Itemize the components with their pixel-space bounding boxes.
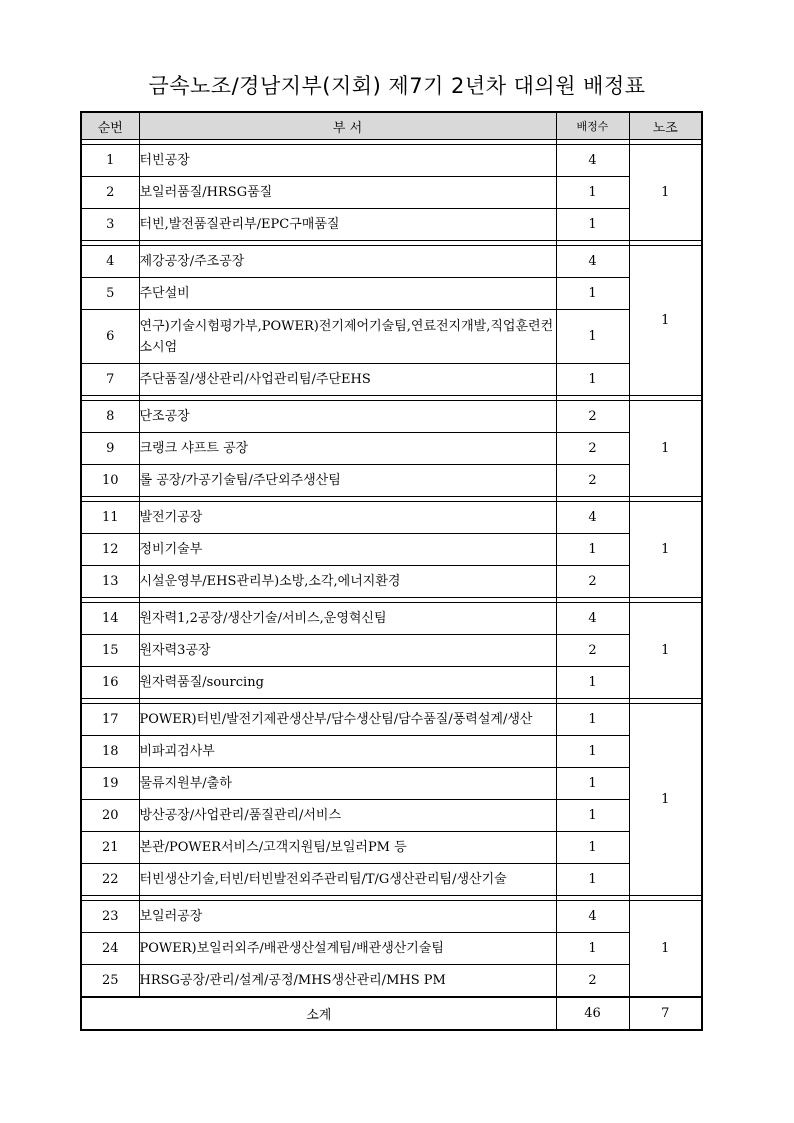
table-row bbox=[81, 736, 702, 768]
count-cell: 1 bbox=[556, 864, 629, 896]
table-row bbox=[81, 310, 702, 364]
table-row bbox=[81, 768, 702, 800]
dept-cell: 크랭크 샤프트 공장 bbox=[139, 433, 556, 465]
seq-cell: 25 bbox=[81, 965, 139, 998]
count-cell: 2 bbox=[556, 465, 629, 497]
union-cell: 1 bbox=[629, 603, 702, 699]
seq-cell: 14 bbox=[81, 603, 139, 635]
count-cell: 4 bbox=[556, 502, 629, 534]
union-cell: 1 bbox=[629, 901, 702, 998]
count-cell: 2 bbox=[556, 566, 629, 598]
table-body bbox=[81, 140, 702, 1031]
page-title: 금속노조/경남지부(지회) 제7기 2년차 대의원 배정표 bbox=[148, 74, 646, 98]
dept-cell: 정비기술부 bbox=[139, 534, 556, 566]
total-union: 7 bbox=[629, 997, 702, 1030]
union-cell: 1 bbox=[629, 502, 702, 598]
table-row bbox=[81, 800, 702, 832]
table-row bbox=[81, 832, 702, 864]
union-cell: 1 bbox=[629, 145, 702, 241]
header-union: 노조 bbox=[629, 112, 702, 140]
count-cell: 2 bbox=[556, 635, 629, 667]
header-seq: 순번 bbox=[81, 112, 139, 140]
seq-cell: 8 bbox=[81, 401, 139, 433]
seq-cell: 22 bbox=[81, 864, 139, 896]
count-cell: 1 bbox=[556, 704, 629, 736]
allocation-table bbox=[80, 111, 703, 1031]
seq-cell: 19 bbox=[81, 768, 139, 800]
seq-cell: 3 bbox=[81, 209, 139, 241]
dept-cell: 보일러품질/HRSG품질 bbox=[139, 177, 556, 209]
dept-cell: HRSG공장/관리/설계/공정/MHS생산관리/MHS PM bbox=[139, 965, 556, 998]
dept-cell: 방산공장/사업관리/품질관리/서비스 bbox=[139, 800, 556, 832]
dept-cell: 주단품질/생산관리/사업관리팀/주단EHS bbox=[139, 364, 556, 396]
count-cell: 1 bbox=[556, 768, 629, 800]
seq-cell: 11 bbox=[81, 502, 139, 534]
dept-cell: 물류지원부/출하 bbox=[139, 768, 556, 800]
count-cell: 1 bbox=[556, 278, 629, 310]
header-dept: 부 서 bbox=[139, 112, 556, 140]
dept-cell: 터빈생산기술,터빈/터빈발전외주관리팀/T/G생산관리팀/생산기술 bbox=[139, 864, 556, 896]
total-count: 46 bbox=[556, 997, 629, 1030]
table-row bbox=[81, 433, 702, 465]
count-cell: 2 bbox=[556, 401, 629, 433]
seq-cell: 23 bbox=[81, 901, 139, 933]
union-cell: 1 bbox=[629, 401, 702, 497]
table-row bbox=[81, 965, 702, 998]
seq-cell: 10 bbox=[81, 465, 139, 497]
count-cell: 4 bbox=[556, 901, 629, 933]
count-cell: 1 bbox=[556, 310, 629, 364]
dept-cell: 시설운영부/EHS관리부)소방,소각,에너지환경 bbox=[139, 566, 556, 598]
seq-cell: 15 bbox=[81, 635, 139, 667]
dept-cell: 원자력3공장 bbox=[139, 635, 556, 667]
seq-cell: 9 bbox=[81, 433, 139, 465]
table-row bbox=[81, 635, 702, 667]
dept-cell: 제강공장/주조공장 bbox=[139, 246, 556, 278]
seq-cell: 24 bbox=[81, 933, 139, 965]
dept-cell: 본관/POWER서비스/고객지원팀/보일러PM 등 bbox=[139, 832, 556, 864]
table-row bbox=[81, 566, 702, 598]
count-cell: 1 bbox=[556, 177, 629, 209]
dept-cell: 연구)기술시험평가부,POWER)전기제어기술팀,연료전지개발,직업훈련컨소시엄 bbox=[139, 310, 556, 364]
seq-cell: 4 bbox=[81, 246, 139, 278]
count-cell: 4 bbox=[556, 145, 629, 177]
dept-cell: 비파괴검사부 bbox=[139, 736, 556, 768]
dept-cell: POWER)터빈/발전기제관생산부/담수생산팀/담수품질/풍력설계/생산 bbox=[139, 704, 556, 736]
dept-cell: 발전기공장 bbox=[139, 502, 556, 534]
table-row bbox=[81, 534, 702, 566]
seq-cell: 18 bbox=[81, 736, 139, 768]
table-row bbox=[81, 704, 702, 736]
count-cell: 1 bbox=[556, 832, 629, 864]
table-row bbox=[81, 864, 702, 896]
dept-cell: 보일러공장 bbox=[139, 901, 556, 933]
count-cell: 1 bbox=[556, 209, 629, 241]
dept-cell: 원자력품질/sourcing bbox=[139, 667, 556, 699]
seq-cell: 5 bbox=[81, 278, 139, 310]
count-cell: 1 bbox=[556, 364, 629, 396]
count-cell: 4 bbox=[556, 603, 629, 635]
total-label: 소계 bbox=[81, 997, 556, 1030]
dept-cell: POWER)보일러외주/배관생산설계팀/배관생산기술팀 bbox=[139, 933, 556, 965]
union-cell: 1 bbox=[629, 246, 702, 396]
table-row bbox=[81, 145, 702, 177]
dept-cell: 터빈,발전품질관리부/EPC구매품질 bbox=[139, 209, 556, 241]
count-cell: 1 bbox=[556, 933, 629, 965]
table-row bbox=[81, 502, 702, 534]
table-row bbox=[81, 246, 702, 278]
table-row bbox=[81, 901, 702, 933]
dept-cell: 롤 공장/가공기술팀/주단외주생산팀 bbox=[139, 465, 556, 497]
table-row bbox=[81, 209, 702, 241]
seq-cell: 12 bbox=[81, 534, 139, 566]
seq-cell: 6 bbox=[81, 310, 139, 364]
count-cell: 4 bbox=[556, 246, 629, 278]
count-cell: 2 bbox=[556, 433, 629, 465]
count-cell: 1 bbox=[556, 667, 629, 699]
table-row bbox=[81, 667, 702, 699]
table-row bbox=[81, 364, 702, 396]
table-row bbox=[81, 465, 702, 497]
dept-cell: 터빈공장 bbox=[139, 145, 556, 177]
count-cell: 1 bbox=[556, 736, 629, 768]
seq-cell: 2 bbox=[81, 177, 139, 209]
dept-cell: 원자력1,2공장/생산기술/서비스,운영혁신팀 bbox=[139, 603, 556, 635]
table-row bbox=[81, 603, 702, 635]
header-count: 배정수 bbox=[556, 112, 629, 140]
table-header-row bbox=[81, 112, 702, 140]
table-row bbox=[81, 401, 702, 433]
count-cell: 1 bbox=[556, 534, 629, 566]
count-cell: 2 bbox=[556, 965, 629, 998]
seq-cell: 17 bbox=[81, 704, 139, 736]
count-cell: 1 bbox=[556, 800, 629, 832]
seq-cell: 7 bbox=[81, 364, 139, 396]
dept-cell: 단조공장 bbox=[139, 401, 556, 433]
union-cell: 1 bbox=[629, 704, 702, 896]
table-row bbox=[81, 933, 702, 965]
total-row bbox=[81, 997, 702, 1030]
seq-cell: 20 bbox=[81, 800, 139, 832]
table-row bbox=[81, 278, 702, 310]
seq-cell: 13 bbox=[81, 566, 139, 598]
table-row bbox=[81, 177, 702, 209]
seq-cell: 16 bbox=[81, 667, 139, 699]
dept-cell: 주단설비 bbox=[139, 278, 556, 310]
seq-cell: 1 bbox=[81, 145, 139, 177]
seq-cell: 21 bbox=[81, 832, 139, 864]
